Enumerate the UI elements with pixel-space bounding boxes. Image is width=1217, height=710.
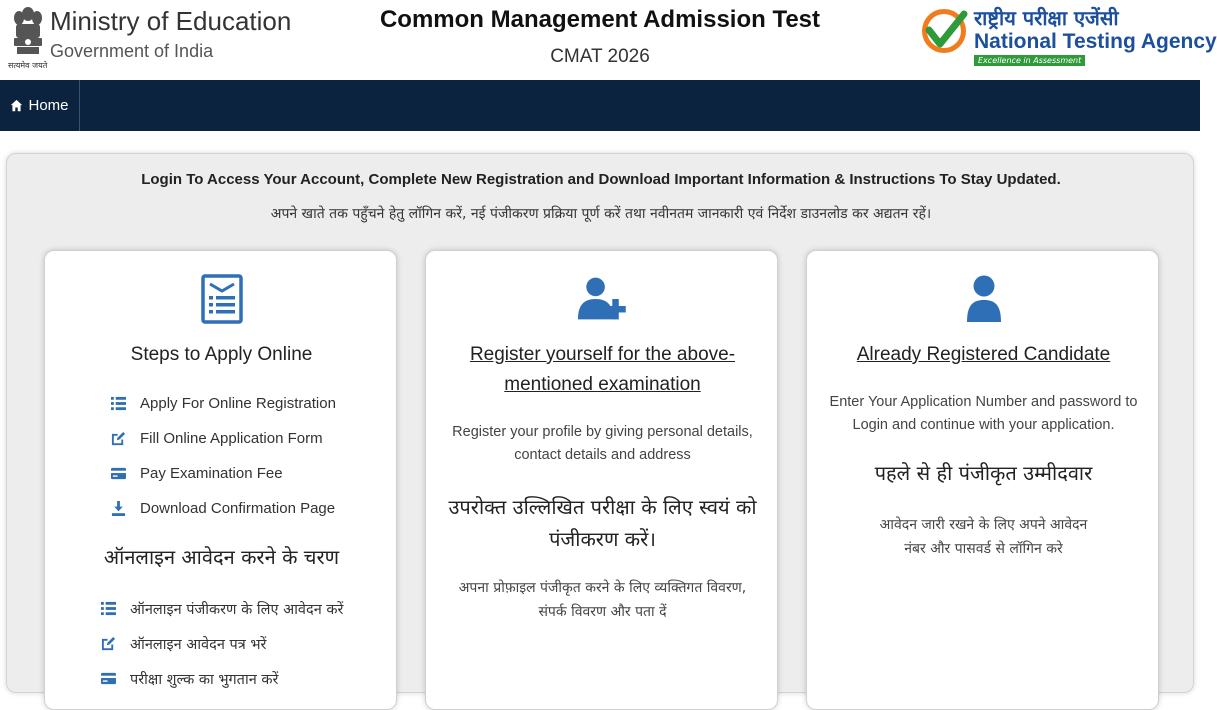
form-icon	[196, 273, 248, 325]
steps-list-english	[111, 386, 336, 526]
list-icon	[111, 396, 126, 411]
step-fill-form[interactable]	[111, 421, 336, 456]
list-icon	[101, 601, 116, 616]
main-navbar	[0, 80, 1200, 131]
steps-card	[44, 250, 397, 710]
nta-logo-icon	[920, 6, 968, 56]
home-icon	[10, 99, 23, 112]
user-icon	[958, 273, 1010, 325]
step-apply-registration-hindi[interactable]	[101, 591, 343, 626]
login-title-hindi: पहले से ही पंजीकृत उम्मीदवार	[874, 461, 1093, 485]
step-label: Fill Online Application Form	[140, 430, 323, 447]
step-label: Apply For Online Registration	[140, 395, 336, 412]
login-card	[806, 250, 1159, 710]
intro-text-english: Login To Access Your Account, Complete New Registration and Download Important Information & Instructions To Stay Updated.	[141, 171, 1061, 188]
edit-icon	[101, 636, 116, 651]
login-description: Enter Your Application Number and password to Login and continue with your application.	[829, 394, 1138, 433]
emblem-motto: सत्यमेव जयते	[8, 61, 48, 70]
nta-hindi-name: राष्ट्रीय परीक्षा एजेंसी	[974, 6, 1119, 30]
register-card	[425, 250, 778, 710]
step-label: ऑनलाइन पंजीकरण के लिए आवेदन करें	[130, 601, 344, 618]
step-fill-form-hindi[interactable]	[101, 626, 343, 661]
ministry-branding[interactable]	[8, 4, 298, 74]
step-pay-fee[interactable]	[111, 456, 336, 491]
exam-subtitle: CMAT 2026	[550, 46, 650, 67]
step-label: परीक्षा शुल्क का भुगतान करें	[130, 671, 279, 688]
step-label: Pay Examination Fee	[140, 465, 283, 482]
step-pay-fee-hindi[interactable]	[101, 661, 343, 696]
edit-icon	[111, 431, 126, 446]
nta-tagline: Excellence in Assessment	[974, 55, 1085, 66]
main-panel	[6, 153, 1194, 693]
login-description-hindi: आवेदन जारी रखने के लिए अपने आवेदन नंबर और पासवर्ड से लॉगिन करे	[879, 517, 1088, 557]
nav-home-link[interactable]	[0, 80, 80, 131]
steps-list-hindi	[101, 591, 343, 696]
register-description-hindi: अपना प्रोफ़ाइल पंजीकृत करने के लिए व्यक्तिगत विवरण, संपर्क विवरण और पता दें	[458, 580, 747, 620]
register-title-hindi: उपरोक्त उल्लिखित परीक्षा के लिए स्वयं को पंजीकरण करें।	[448, 495, 757, 551]
already-registered-link[interactable]: Already Registered Candidate	[856, 344, 1111, 365]
step-label: ऑनलाइन आवेदन पत्र भरें	[130, 636, 267, 653]
register-description: Register your profile by giving personal details, contact details and address	[452, 424, 753, 463]
credit-card-icon	[111, 466, 126, 481]
nta-english-name: National Testing Agency	[974, 30, 1217, 53]
step-apply-registration[interactable]	[111, 386, 336, 421]
steps-title-hindi: ऑनलाइन आवेदन करने के चरण	[103, 545, 340, 569]
exam-title: Common Management Admission Test	[379, 6, 821, 33]
nav-home-label: Home	[28, 97, 69, 114]
credit-card-icon	[101, 671, 116, 686]
nta-branding[interactable]	[920, 4, 1217, 70]
intro-text-hindi: अपने खाते तक पहुँचने हेतु लॉगिन करें, नई पंजीकरण प्रक्रिया पूर्ण करें तथा नवीनतम जानकारी एवं निर्देश डाउनलोड कर अद्यतन रहें।	[270, 206, 932, 222]
step-label: Download Confirmation Page	[140, 500, 336, 517]
download-icon	[111, 501, 126, 516]
ministry-subtitle: Government of India	[50, 41, 214, 61]
site-header	[0, 0, 1217, 80]
ministry-title: Ministry of Education	[50, 6, 292, 36]
steps-title: Steps to Apply Online	[130, 344, 313, 365]
step-download-confirmation[interactable]	[111, 491, 336, 526]
user-plus-icon	[577, 273, 629, 325]
register-link[interactable]: Register yourself for the above-mentioned examination	[469, 344, 736, 395]
